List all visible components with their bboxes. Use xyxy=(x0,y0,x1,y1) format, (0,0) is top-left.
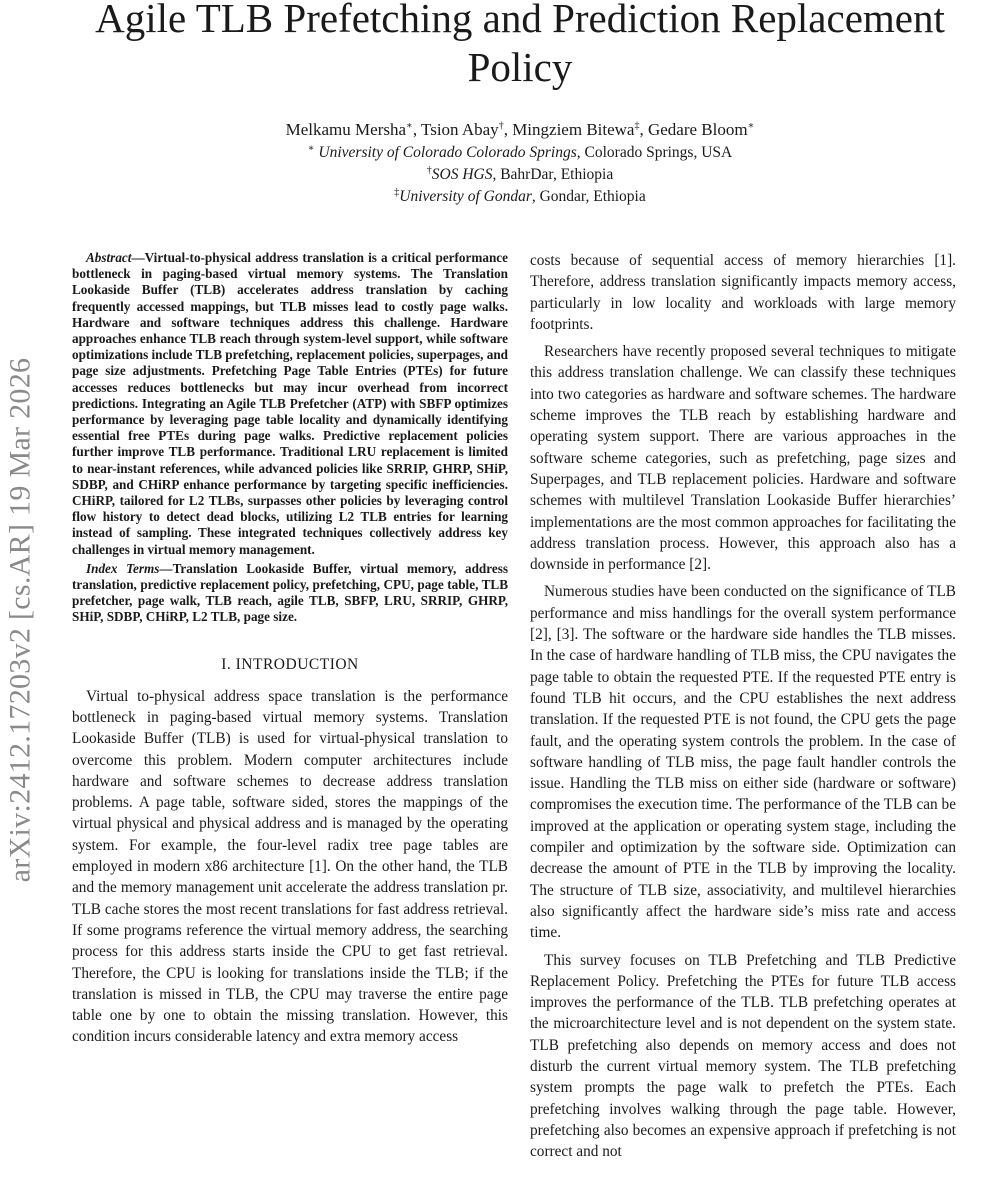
affiliation xyxy=(40,186,985,208)
affiliation-mark: ‡ xyxy=(394,186,400,198)
affiliation xyxy=(40,164,985,186)
index-terms-lead: Index Terms xyxy=(86,560,160,576)
author-name: Gedare Bloom xyxy=(647,120,748,139)
affiliation-location: , Colorado Springs, USA xyxy=(576,144,733,161)
author-mark: ∗ xyxy=(406,120,413,132)
affiliation-institution: University of Gondar xyxy=(399,188,532,205)
body-paragraph: Researchers have recently proposed several techniques to mitigate this address translation challenge. We can classify these techniques into two categories as hardware and software schemes. The hardware scheme improves the TLB reach by establishing hardware and operating system support. There are various approaches in the software scheme categories, such as prefetching, page sizes and Superpages, and TLB replacement policies. Hardware and software schemes with multilevel Translation Lookaside Buffer hierarchies’ implementations are the most common approaches for facilitating the address translation process. However, this approach also has a downside in performance [2]. xyxy=(530,343,956,574)
index-terms-text: —Translation Lookaside Buffer, virtual memory, address translation, predictive replacement policy, prefetching, CPU, page table, TLB prefetcher, page walk, TLB reach, agile TLB, SBFP, LRU, SRRIP, GHRP, SHiP, SDBP, CHiRP, L2 TLB, page size. xyxy=(72,560,508,625)
author-name: Mingziem Bitewa xyxy=(512,120,635,139)
body-paragraph: Virtual to-physical address space translation is the performance bottleneck in paging-based virtual memory systems. Translation Lookaside Buffer (TLB) is used for virtual-physical translation to overcome this problem. Modern computer architectures include hardware and software schemes to decrease address translation problems. A page table, software sided, stores the mappings of the virtual physical and physical address and is managed by the operating system. For example, the four-level radix tree page tables are employed in modern x86 architecture [1]. On the other hand, the TLB and the memory management unit accelerate the address translation pr. TLB cache stores the most recent translations for fast address retrieval. If some programs reference the virtual memory address, the searching process for this address starts inside the CPU to get fast retrieval. Therefore, the CPU is looking for translations inside the TLB; if the translation is missed in TLB, the CPU may traverse the entire page table one by one to obtain the missing translation. However, this condition incurs considerable latency and extra memory access xyxy=(72,687,508,1046)
index-terms xyxy=(72,561,508,626)
affiliation-institution: SOS HGS xyxy=(431,166,493,183)
author-name: Melkamu Mersha xyxy=(285,120,407,139)
affiliation xyxy=(40,142,985,164)
affiliation-mark: † xyxy=(426,164,432,176)
body-paragraph: This survey focuses on TLB Prefetching and TLB Predictive Replacement Policy. Prefetching the PTEs for future TLB access improves the performance of the TLB. TLB prefetching operates at the microarchitecture level and is not dependent on the system state. TLB prefetching also depends on memory access and does not disturb the current virtual memory system. The TLB prefetching system prompts the page walk to prefetch the PTEs. Each prefetching involves walking through the page table. However, prefetching also becomes an expensive approach if prefetching is not correct and not xyxy=(530,951,956,1161)
abstract xyxy=(72,250,508,558)
affiliation-mark: ∗ xyxy=(307,142,315,154)
affiliation-location: , BahrDar, Ethiopia xyxy=(492,166,614,183)
arxiv-identifier: arXiv:2412.17203v2 [cs.AR] 19 Mar 2026 xyxy=(3,357,37,883)
body-paragraph: Numerous studies have been conducted on the significance of TLB performance and miss handlings for the overall system performance [2], [3]. The software or the hardware side handles the TLB misses. In the case of hardware handling of TLB miss, the CPU navigates the page table to obtain the requested PTE. If the requested PTE entry is found TLB hit occurs, and the CPU establishes the next address translation. If the requested PTE is not found, the CPU gets the page fault, and the operating system controls the problem. In the case of software handling of TLB miss, the page fault handler controls the issue. Handling the TLB miss on either side (hardware or software) compromises the execution time. The performance of the TLB can be improved at the application or operating system stage, including the compiler and optimization by the software side. Optimization can decrease the amount of PTE in the TLB by improving the locality. The structure of TLB size, associativity, and multilevel hierarchies also significantly affect the hardware side’s miss rate and access time. xyxy=(530,583,956,942)
author-list: Melkamu Mersha∗, Tsion Abay†, Mingziem Bitewa‡, Gedare Bloom∗ xyxy=(285,120,755,139)
arxiv-identifier-stamp xyxy=(0,300,40,940)
author-name: Tsion Abay xyxy=(421,120,499,139)
author-mark: ‡ xyxy=(634,120,640,132)
paper-title: Agile TLB Prefetching and Prediction Replacement Policy xyxy=(95,0,945,90)
affiliation-location: , Gondar, Ethiopia xyxy=(531,188,646,205)
left-column xyxy=(72,250,508,1200)
body-paragraph: costs because of sequential access of memory hierarchies [1]. Therefore, address translation significantly impacts memory access, particularly in low locality and workloads with large memory footprints. xyxy=(530,252,956,333)
abstract-text: —Virtual-to-physical address translation is a critical performance bottleneck in paging-based virtual memory systems. The Translation Lookaside Buffer (TLB) accelerates address translation by caching frequently accessed mappings, but TLB misses lead to costly page walks. Hardware and software techniques address this challenge. Hardware approaches enhance TLB reach through system-level support, while software optimizations include TLB prefetching, replacement policies, superpages, and page size adjustments. Prefetching Page Table Entries (PTEs) for future accesses reduces bottlenecks but may incur overhead from incorrect predictions. Integrating an Agile TLB Prefetcher (ATP) with SBFP optimizes performance by leveraging page table locality and dynamically identifying essential free PTEs during page walks. Predictive replacement policies further improve TLB performance. Traditional LRU replacement is limited to near-instant references, while advanced policies like SRRIP, GHRP, SHiP, SDBP, and CHiRP enhance performance by targeting specific inefficiencies. CHiRP, tailored for L2 TLBs, surpasses other policies by leveraging control flow history to detect dead blocks, utilizing L2 TLB entries for learning instead of sampling. These integrated techniques collectively address key challenges in virtual memory management. xyxy=(72,250,508,557)
affiliation-institution: University of Colorado Colorado Springs xyxy=(318,144,577,161)
author-mark: ∗ xyxy=(747,120,755,132)
author-mark: † xyxy=(498,120,504,132)
right-column xyxy=(530,250,956,1200)
affiliation-list xyxy=(40,142,985,208)
section-heading: I. INTRODUCTION xyxy=(221,655,359,673)
abstract-lead: Abstract xyxy=(86,250,132,265)
